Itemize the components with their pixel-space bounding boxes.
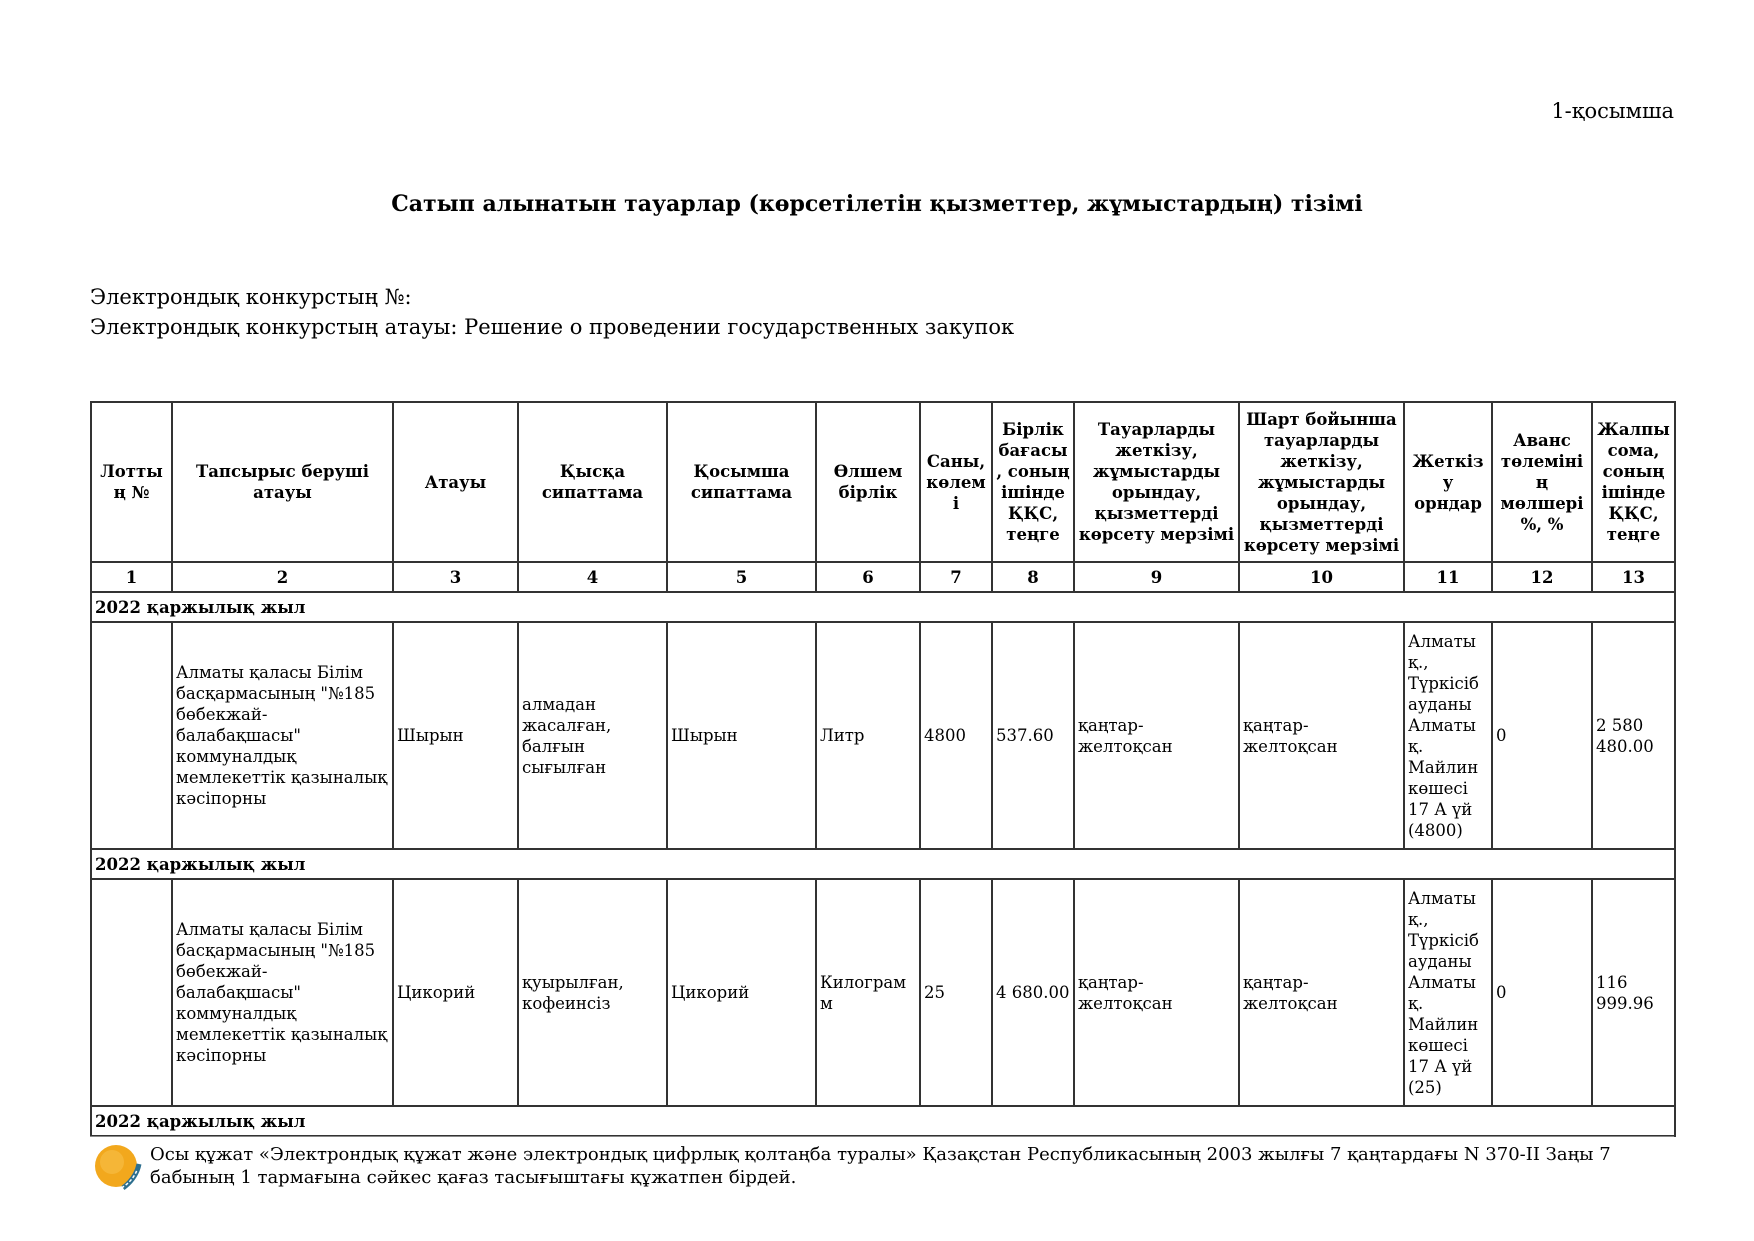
extra-description-cell: Цикорий xyxy=(667,879,816,1106)
fiscal-year-row xyxy=(91,1106,1675,1136)
header-cell: Лоттың № xyxy=(91,402,172,562)
competition-name: Электрондық конкурстың атауы: Решение о проведении государственных закупок xyxy=(90,315,1015,339)
header-cell: Саны, көлемі xyxy=(920,402,992,562)
header-cell: Жалпы сома, соның ішінде ҚҚС, теңге xyxy=(1592,402,1675,562)
unit-cell: Килограмм xyxy=(816,879,920,1106)
short-description-cell: қуырылған, кофеинсіз xyxy=(518,879,667,1106)
unit-price-cell: 4 680.00 xyxy=(992,879,1074,1106)
header-cell: Тауарларды жеткізу, жұмыстарды орындау, қызметтерді көрсету мерзімі xyxy=(1074,402,1239,562)
column-number: 7 xyxy=(920,562,992,592)
column-number: 12 xyxy=(1492,562,1592,592)
column-number: 13 xyxy=(1592,562,1675,592)
goods-table xyxy=(90,401,1676,1137)
delivery-place-cell: Алматы қ., Түркісіб ауданы Алматы қ. Майлин көшесі 17 А үй (25) xyxy=(1404,879,1492,1106)
column-number: 1 xyxy=(91,562,172,592)
column-number: 4 xyxy=(518,562,667,592)
fiscal-year-row xyxy=(91,592,1675,622)
column-number-row xyxy=(91,562,1675,592)
header-cell: Қосымша сипаттама xyxy=(667,402,816,562)
unit-cell: Литр xyxy=(816,622,920,849)
column-number: 11 xyxy=(1404,562,1492,592)
delivery-place-cell: Алматы қ., Түркісіб ауданы Алматы қ. Майлин көшесі 17 А үй (4800) xyxy=(1404,622,1492,849)
header-cell: Қысқа сипаттама xyxy=(518,402,667,562)
header-cell: Тапсырыс беруші атауы xyxy=(172,402,393,562)
extra-description-cell: Шырын xyxy=(667,622,816,849)
document-title: Сатып алынатын тауарлар (көрсетілетін қызметтер, жұмыстардың) тізімі xyxy=(391,191,1363,217)
header-cell: Шарт бойынша тауарларды жеткізу, жұмыстарды орындау, қызметтерді көрсету мерзімі xyxy=(1239,402,1404,562)
delivery-term-cell: қаңтар-желтоқсан xyxy=(1074,879,1239,1106)
footer-legal-text: Осы құжат «Электрондық құжат және электрондық цифрлық қолтаңба туралы» Қазақстан Республикасының 2003 жылғы 7 қаңтардағы N 370-II Заңы 7 бабының 1 тармағына сәйкес қағаз тасығыштағы құжатпен бірдей. xyxy=(150,1144,1611,1188)
advance-cell: 0 xyxy=(1492,622,1592,849)
table-row xyxy=(91,622,1675,849)
column-number: 9 xyxy=(1074,562,1239,592)
fiscal-year-label: 2022 қаржылық жыл xyxy=(91,849,1675,879)
header-cell: Жеткізу орндар xyxy=(1404,402,1492,562)
fiscal-year-label: 2022 қаржылық жыл xyxy=(91,1106,1675,1136)
total-cell: 116 999.96 xyxy=(1592,879,1675,1106)
column-number: 6 xyxy=(816,562,920,592)
contract-term-cell: қаңтар-желтоқсан xyxy=(1239,622,1404,849)
delivery-term-cell: қаңтар-желтоқсан xyxy=(1074,622,1239,849)
header-cell: Атауы xyxy=(393,402,518,562)
column-number: 10 xyxy=(1239,562,1404,592)
egov-stamp-icon xyxy=(93,1142,143,1192)
lot-number-cell xyxy=(91,622,172,849)
header-cell: Бірлік бағасы, соның ішінде ҚҚС, теңге xyxy=(992,402,1074,562)
quantity-cell: 25 xyxy=(920,879,992,1106)
item-name-cell: Шырын xyxy=(393,622,518,849)
fiscal-year-row xyxy=(91,849,1675,879)
lot-number-cell xyxy=(91,879,172,1106)
header-cell: Өлшем бірлік xyxy=(816,402,920,562)
footer-divider xyxy=(90,1136,1674,1137)
column-number: 8 xyxy=(992,562,1074,592)
column-number: 2 xyxy=(172,562,393,592)
quantity-cell: 4800 xyxy=(920,622,992,849)
header-cell: Аванс төлемінің мөлшері %, % xyxy=(1492,402,1592,562)
header-row xyxy=(91,402,1675,562)
short-description-cell: алмадан жасалған, балғын сығылған xyxy=(518,622,667,849)
advance-cell: 0 xyxy=(1492,879,1592,1106)
item-name-cell: Цикорий xyxy=(393,879,518,1106)
customer-cell: Алматы қаласы Білім басқармасының "№185 бөбекжай-балабақшасы" коммуналдық мемлекеттік қазыналық кәсіпорны xyxy=(172,622,393,849)
fiscal-year-label: 2022 қаржылық жыл xyxy=(91,592,1675,622)
table-row xyxy=(91,879,1675,1106)
customer-cell: Алматы қаласы Білім басқармасының "№185 бөбекжай-балабақшасы" коммуналдық мемлекеттік қазыналық кәсіпорны xyxy=(172,879,393,1106)
appendix-label: 1-қосымша xyxy=(1551,99,1674,123)
column-number: 3 xyxy=(393,562,518,592)
total-cell: 2 580 480.00 xyxy=(1592,622,1675,849)
contract-term-cell: қаңтар-желтоқсан xyxy=(1239,879,1404,1106)
competition-number: Электрондық конкурстың №: xyxy=(90,285,412,309)
column-number: 5 xyxy=(667,562,816,592)
unit-price-cell: 537.60 xyxy=(992,622,1074,849)
